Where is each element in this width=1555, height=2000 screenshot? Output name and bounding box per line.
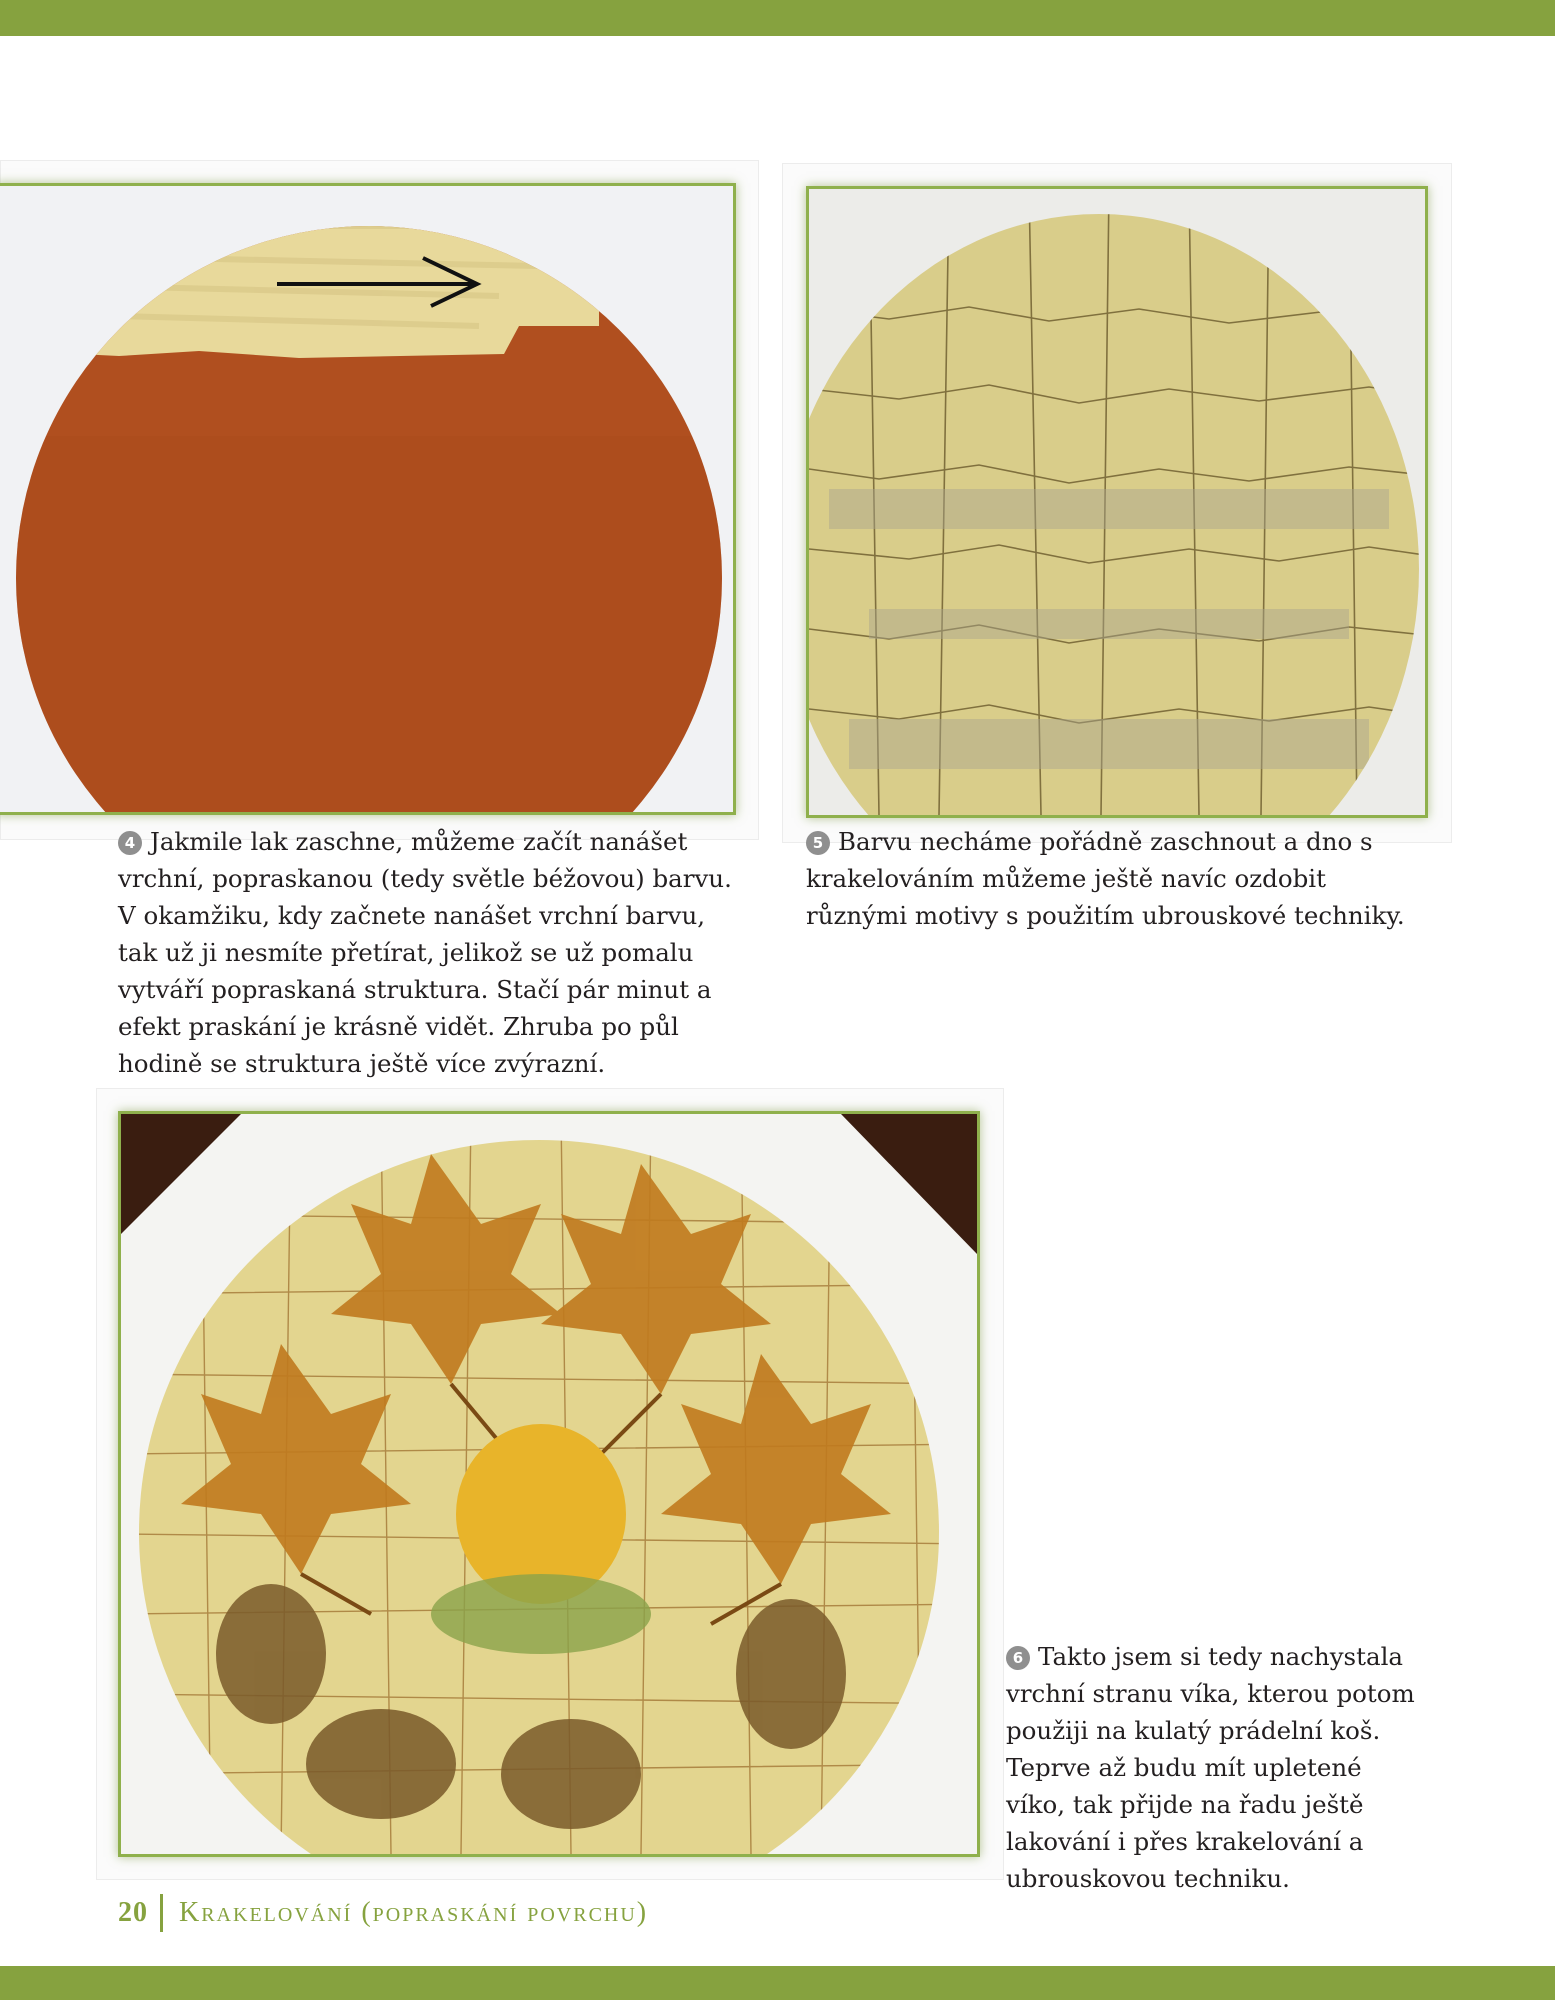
caption-step-5 (806, 823, 1426, 934)
photo-step-6-decoupage-leaves (118, 1111, 980, 1857)
chapter-title: Krakelování (popraskání povrchu) (179, 1897, 649, 1928)
top-color-band (0, 0, 1555, 36)
bottom-color-band (0, 1966, 1555, 2000)
footer-separator (160, 1894, 163, 1932)
photo-step-4-brown-base-with-beige-coat (0, 183, 736, 815)
caption-step-4-text-1: Jakmile lak zaschne, můžeme začít nanášet vrchní, popraskanou (tedy světle béžovou) barvu. (118, 827, 732, 893)
page-number: 20 (118, 1897, 148, 1928)
page-footer (118, 1893, 648, 1933)
caption-step-4 (118, 823, 738, 1082)
caption-step-5-text: Barvu necháme pořádně zaschnout a dno s krakelováním můžeme ještě navíc ozdobit různými motivy s použitím ubrouskové techniky. (806, 827, 1405, 930)
caption-step-4-text-2: V okamžiku, kdy začnete nanášet vrchní barvu, tak už ji nesmíte přetírat, jelikož se už pomalu vytváří popraskaná struktura. Stačí pár minut a efekt praskání je krásně vidět. Zhruba po půl hodině se struktura ještě více zvýrazní. (118, 901, 712, 1078)
caption-step-6 (1006, 1638, 1426, 1897)
caption-step-6-text: Takto jsem si tedy nachystala vrchní stranu víka, kterou potom použiji na kulatý prádelní koš. Teprve až budu mít upletené víko, tak přijde na řadu ještě lakování i přes krakelování a ubrouskovou techniku. (1006, 1642, 1415, 1893)
step-badge-4: 4 (118, 831, 142, 855)
step-badge-5: 5 (806, 831, 830, 855)
caption-step-4-paragraph-1 (118, 823, 738, 897)
step-badge-6: 6 (1006, 1646, 1030, 1670)
photo-step-5-crackled-surface (806, 186, 1428, 818)
